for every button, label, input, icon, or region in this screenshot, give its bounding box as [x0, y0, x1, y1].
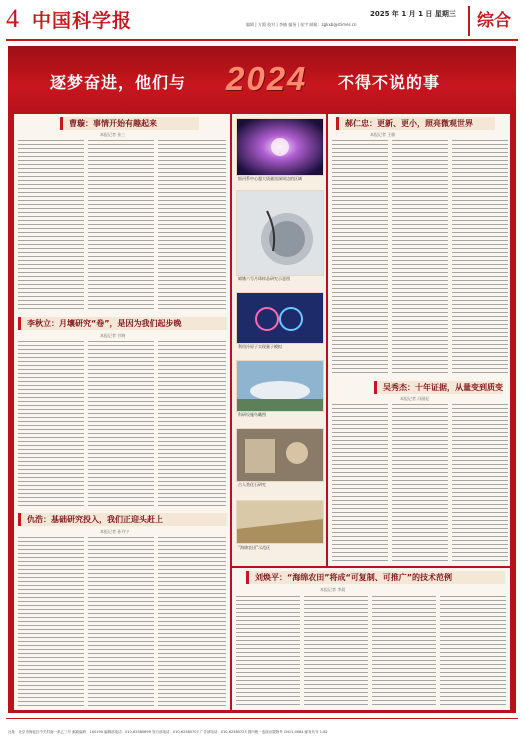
article-text-qiu-1 — [18, 537, 84, 707]
photo-caption-atom: 利用冷原子实现量子模拟 — [238, 344, 282, 349]
section-title-cao: 曹璇：事情开始有趣起来 — [60, 117, 199, 130]
section-title-wu: 吴秀杰：十年证据，从量变到质变 — [374, 381, 503, 394]
byline-cao: 本报记者 张三 — [100, 132, 126, 137]
article-text-hao-2 — [392, 140, 448, 376]
atom-photo-icon — [236, 292, 324, 344]
page-number: 4 — [6, 4, 19, 33]
section-title-qiu: 仇浩：基础研究投入，我们正迎头赶上 — [18, 513, 227, 526]
article-text-qiu-3 — [158, 537, 226, 707]
article-text-li-2 — [88, 341, 154, 507]
article-text-hao-3 — [452, 140, 508, 376]
paper-name: 中国科学报 — [32, 10, 133, 32]
photo-caption-fossil: 古人类化石研究 — [238, 482, 266, 487]
article-text-qiu-2 — [88, 537, 154, 707]
byline-li: 本报记者 甘晓 — [100, 333, 126, 338]
article-text-wu-1 — [332, 404, 388, 562]
article-text-li-3 — [158, 341, 226, 507]
headline-part-a: 逐梦奋进，他们与 — [50, 73, 187, 92]
top-rule — [6, 39, 518, 41]
article-text-liu-4 — [440, 596, 506, 706]
photo-caption-farmland: “海绵农田”示范区 — [238, 545, 271, 550]
article-text-wu-2 — [392, 404, 448, 562]
byline-wu: 本报记者 冯丽妃 — [400, 396, 430, 401]
footer-text: 社址：北京市海淀区中关村南一条乙三号 邮政编码：100190 编辑部电话：010-62580699 发行部电话：010-62580707 广告部电话：010-62580723 国内统一连续出版物号 CN11-0084 邮发代号 1-82 — [8, 730, 328, 734]
article-text-wu-3 — [452, 404, 508, 562]
article-text-liu-3 — [372, 596, 436, 706]
photo-caption-galaxy: 银河系中心超大质量黑洞周边的区域 — [238, 176, 302, 181]
article-text-cao-3 — [158, 140, 226, 310]
editor-line: 编辑 | 方圆 校对 | 李楠 编务 | 张宇 邮箱：zgkxb@stimes.cn — [246, 22, 357, 27]
fossil-photo-icon — [236, 428, 324, 482]
section-title-hao: 郝仁忠：更新、更小，照亮微观世界 — [336, 117, 495, 130]
photo-caption-lunar: 嫦娥六号月球样品研究示意图 — [238, 276, 290, 281]
section-label: 综合 — [468, 6, 518, 36]
issue-date: 2025 年 1 月 1 日 星期三 — [370, 10, 456, 18]
byline-qiu: 本报记者 孙丹宁 — [100, 529, 130, 534]
section-title-liu: 刘焕平：“海绵农田”将成“可复制、可推广”的技术范例 — [246, 571, 505, 584]
byline-liu: 本报记者 李晨 — [320, 587, 346, 592]
article-text-liu-2 — [304, 596, 368, 706]
article-text-liu-1 — [236, 596, 300, 706]
photo-caption-stadium: 科研设施鸟瞰图 — [238, 412, 266, 417]
stadium-photo-icon — [236, 360, 324, 412]
masthead — [0, 0, 524, 44]
headline-year: 2024 — [226, 60, 308, 97]
lunar-sample-photo-icon — [236, 190, 324, 276]
farmland-photo-icon — [236, 500, 324, 544]
article-text-li-1 — [18, 341, 84, 507]
article-text-hao-1 — [332, 140, 388, 376]
galaxy-photo-icon — [236, 118, 324, 176]
article-text-cao-1 — [18, 140, 84, 310]
footer-rule — [6, 718, 518, 719]
headline-part-b: 不得不说的事 — [338, 73, 441, 92]
article-text-cao-2 — [88, 140, 154, 310]
section-title-li: 李秋立：月壤研究“卷”，是因为我们起步晚 — [18, 317, 227, 330]
byline-hao: 本报记者 王敏 — [370, 132, 396, 137]
